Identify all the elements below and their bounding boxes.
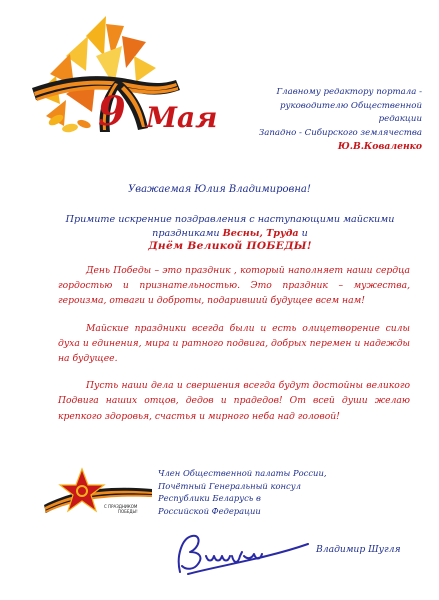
addressee-line: руководителю Общественной редакции bbox=[279, 100, 422, 125]
emblem-caption-line: ПОБЕДЫ! bbox=[118, 509, 138, 514]
signer-title-line: Республики Беларусь в bbox=[158, 493, 261, 504]
greeting-text: праздниками bbox=[152, 227, 223, 239]
addressee-name: Ю.В.Коваленко bbox=[337, 141, 422, 153]
addressee-line: Западно - Сибирского землячества bbox=[258, 127, 422, 138]
victory-order-emblem bbox=[42, 465, 154, 527]
greeting-block bbox=[52, 213, 408, 254]
victory-day-emblem bbox=[26, 16, 226, 156]
may-word: Мая bbox=[146, 101, 218, 134]
addressee-block bbox=[236, 86, 422, 154]
body-paragraph: День Победы – это праздник , который наполняет наши сердца гордостью и признательностью. Это праздник – мужества, героизма, отваги и доброты, подаривший будущее всем нам! bbox=[58, 265, 410, 307]
body-paragraph: Майские праздники всегда были и есть олицетворение силы духа и единения, мира и ратного подвига, добрых перемен и надежды на будущее. bbox=[58, 322, 410, 365]
greeting-line: Примите искренние поздравления с наступающими майскими bbox=[65, 214, 395, 225]
holiday-victory: Днём Великой ПОБЕДЫ! bbox=[148, 240, 312, 253]
signer-title-line: Почётный Генеральный консул bbox=[158, 480, 301, 491]
handwritten-signature bbox=[168, 526, 318, 586]
salutation: Уважаемая Юлия Владимировна! bbox=[128, 184, 311, 195]
signer-title bbox=[158, 467, 368, 517]
signer-name: Владимир Шугля bbox=[316, 544, 401, 555]
may-day-number: 9 bbox=[98, 88, 125, 135]
holiday-spring-labor: Весны, Труда bbox=[222, 227, 299, 239]
emblem-caption bbox=[104, 504, 138, 514]
signer-title-line: Член Общественной палаты России, bbox=[158, 468, 327, 478]
letter-body bbox=[58, 263, 410, 436]
emblem-caption-line: С ПРАЗДНИКОМ bbox=[104, 504, 138, 509]
addressee-line: Главному редактору портала - bbox=[276, 87, 422, 97]
body-paragraph: Пусть наши дела и свершения всегда будут достойны великого Подвига наших отцов, дедов и прадедов! От всей души желаю крепкого здоровья, счастья и мирного неба над головой! bbox=[58, 380, 410, 422]
greeting-line-2 bbox=[52, 227, 408, 241]
signer-title-line: Российской Федерации bbox=[158, 505, 261, 516]
greeting-text: и bbox=[298, 227, 308, 239]
